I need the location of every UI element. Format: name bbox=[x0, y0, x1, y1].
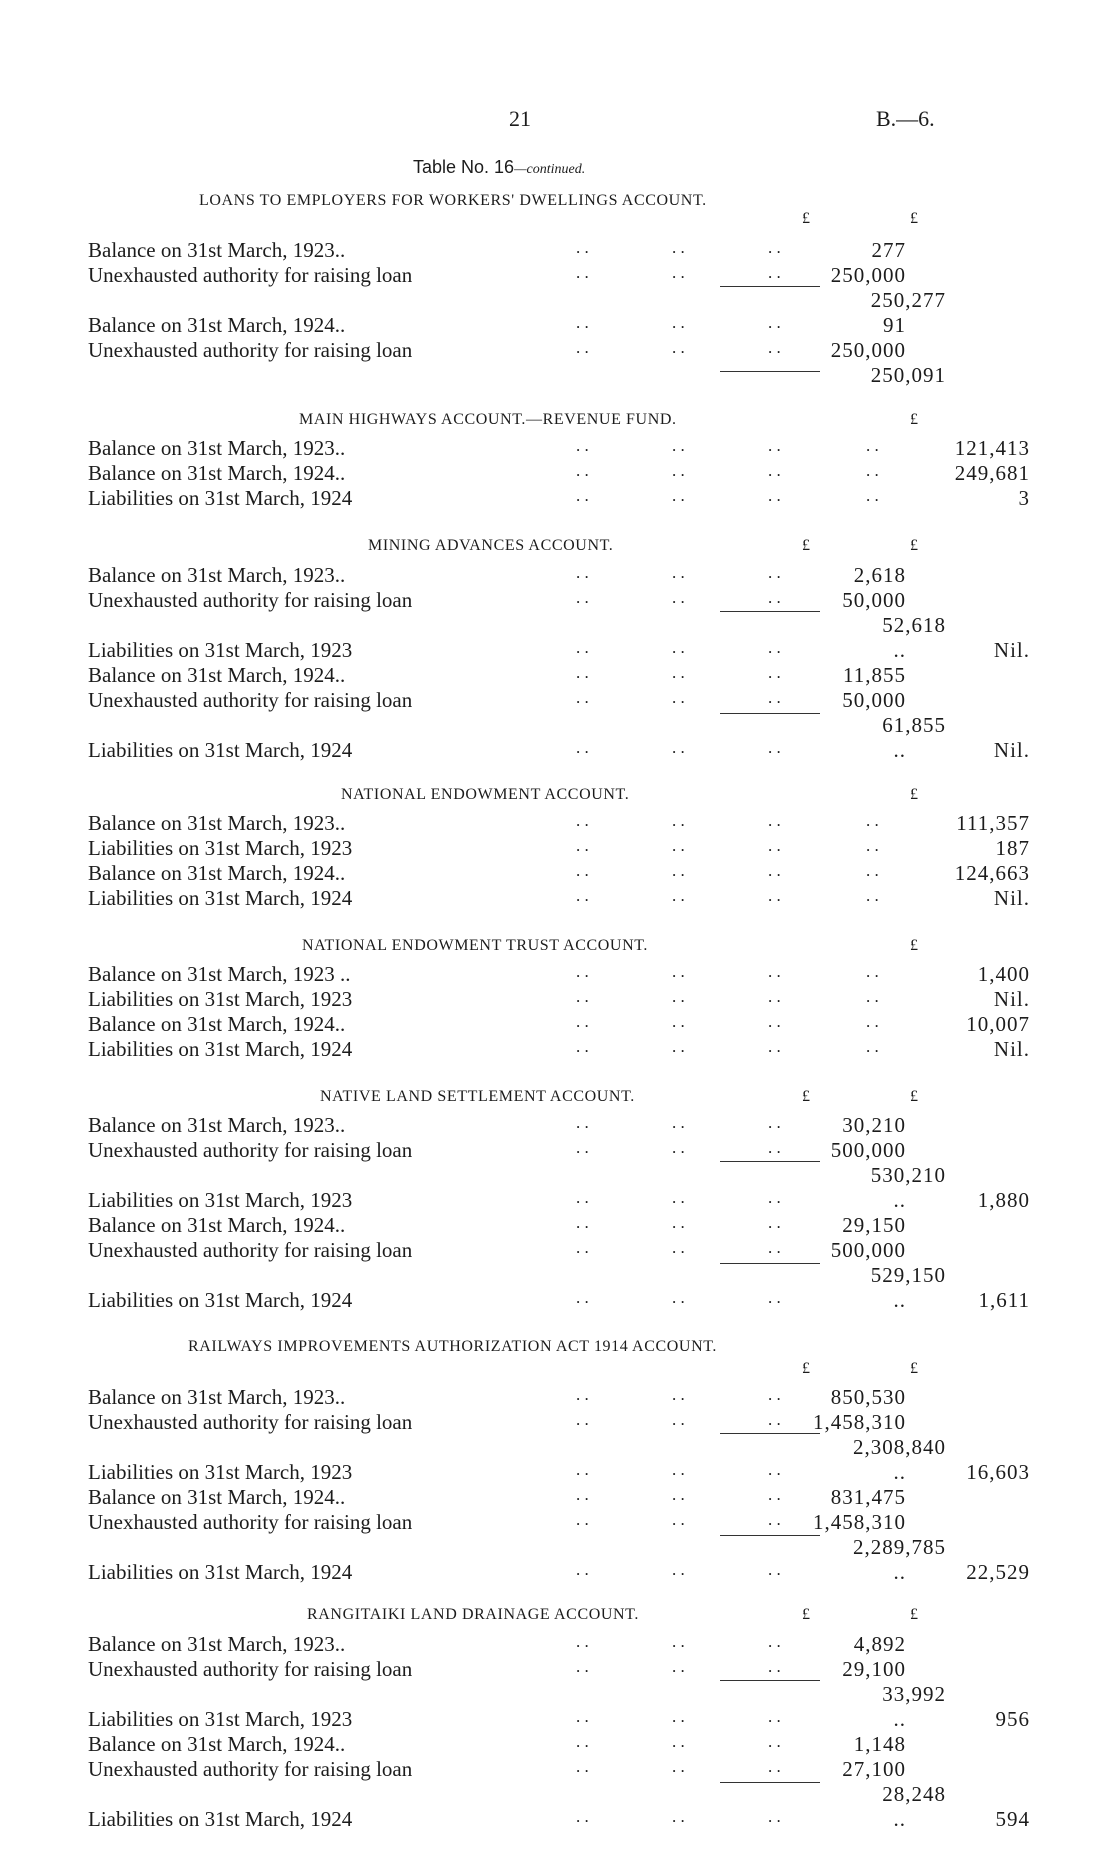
amount-column-1: .. bbox=[893, 1560, 906, 1584]
section-heading: RANGITAIKI LAND DRAINAGE ACCOUNT. bbox=[307, 1606, 639, 1623]
section-heading: NATIVE LAND SETTLEMENT ACCOUNT. bbox=[320, 1088, 635, 1105]
amount-column-1: 2,618 bbox=[853, 563, 906, 587]
pound-unit-label: £ bbox=[910, 210, 918, 227]
pound-unit-label: £ bbox=[910, 411, 918, 428]
table-row: Liabilities on 31st March, 1924 . . . . . . .. Nil. bbox=[88, 738, 1030, 762]
subtotal-rule bbox=[720, 1535, 820, 1536]
table-row: Unexhausted authority for raising loan . . . . . . 250,000 bbox=[88, 338, 906, 362]
amount-column-2: 1,611 bbox=[978, 1288, 1030, 1312]
row-label: Balance on 31st March, 1924.. bbox=[88, 1485, 346, 1509]
row-label: Liabilities on 31st March, 1923 bbox=[88, 1707, 353, 1731]
amount-column-2: 111,357 bbox=[956, 811, 1030, 835]
pound-unit-label: £ bbox=[910, 1606, 918, 1623]
amount-column-2: 10,007 bbox=[966, 1012, 1030, 1036]
subtotal-value: 28,248 bbox=[882, 1782, 946, 1806]
row-label: Unexhausted authority for raising loan bbox=[88, 1410, 413, 1434]
row-label: Liabilities on 31st March, 1923 bbox=[88, 1460, 353, 1484]
section-heading: RAILWAYS IMPROVEMENTS AUTHORIZATION ACT 1914 ACCOUNT. bbox=[188, 1338, 718, 1355]
table-row: Balance on 31st March, 1923.. . . . . . . 850,530 bbox=[88, 1385, 906, 1409]
subtotal-rule bbox=[720, 713, 820, 714]
amount-column-1: 277 bbox=[871, 238, 906, 262]
table-row: Unexhausted authority for raising loan . . . . . . 500,000 bbox=[88, 1238, 906, 1262]
pound-unit-label: £ bbox=[910, 786, 918, 803]
amount-column-2: Nil. bbox=[993, 638, 1030, 662]
table-title-continued: —continued. bbox=[514, 162, 586, 177]
amount-column-1: 29,100 bbox=[842, 1657, 906, 1681]
pound-unit-label: £ bbox=[910, 537, 918, 554]
subtotal-rule bbox=[720, 611, 820, 612]
table-row: Balance on 31st March, 1924.. . . . . . . . . 249,681 bbox=[88, 461, 1030, 485]
table-row: Balance on 31st March, 1924.. . . . . . . . . 10,007 bbox=[88, 1012, 1030, 1036]
amount-column-2: Nil. bbox=[993, 1037, 1030, 1061]
table-row: Balance on 31st March, 1923.. . . . . . . 4,892 bbox=[88, 1632, 906, 1656]
row-label: Balance on 31st March, 1924.. bbox=[88, 461, 346, 485]
amount-column-1: 50,000 bbox=[842, 588, 906, 612]
table-row: Liabilities on 31st March, 1924 . . . . . . .. 1,611 bbox=[88, 1288, 1030, 1312]
amount-column-1: .. bbox=[893, 1707, 906, 1731]
subtotal-rule bbox=[720, 1680, 820, 1681]
amount-column-1: 850,530 bbox=[830, 1385, 906, 1409]
amount-column-2: 3 bbox=[1018, 486, 1030, 510]
subtotal-value: 250,091 bbox=[870, 363, 946, 387]
row-label: Balance on 31st March, 1924.. bbox=[88, 1732, 346, 1756]
amount-column-1: 250,000 bbox=[830, 263, 906, 287]
amount-column-2: 124,663 bbox=[954, 861, 1030, 885]
table-row: Unexhausted authority for raising loan . . . . . . 1,458,310 bbox=[88, 1510, 906, 1534]
row-label: Unexhausted authority for raising loan bbox=[88, 1510, 413, 1534]
pound-unit-label: £ bbox=[910, 1088, 918, 1105]
amount-column-1: .. bbox=[893, 1807, 906, 1831]
amount-column-2: 249,681 bbox=[954, 461, 1030, 485]
table-row: Liabilities on 31st March, 1924 . . . . . . .. 594 bbox=[88, 1807, 1030, 1831]
amount-column-1: 500,000 bbox=[830, 1238, 906, 1262]
table-row: Unexhausted authority for raising loan . . . . . . 500,000 bbox=[88, 1138, 906, 1162]
row-label: Balance on 31st March, 1923 .. bbox=[88, 962, 351, 986]
amount-column-2: 121,413 bbox=[954, 436, 1030, 460]
table-row: Liabilities on 31st March, 1924 . . . . . . . . Nil. bbox=[88, 886, 1030, 910]
amount-column-2: 16,603 bbox=[966, 1460, 1030, 1484]
amount-column-1: .. bbox=[893, 738, 906, 762]
amount-column-1: 831,475 bbox=[830, 1485, 906, 1509]
page-number: 21 bbox=[509, 106, 531, 131]
subtotal-value: 250,277 bbox=[870, 288, 946, 312]
amount-column-1: 4,892 bbox=[853, 1632, 906, 1656]
section-heading: NATIONAL ENDOWMENT ACCOUNT. bbox=[341, 786, 630, 803]
row-label: Unexhausted authority for raising loan bbox=[88, 1238, 413, 1262]
document-code: B.—6. bbox=[876, 106, 935, 131]
pound-unit-label: £ bbox=[910, 1360, 918, 1377]
amount-column-1: .. bbox=[893, 638, 906, 662]
row-label: Liabilities on 31st March, 1923 bbox=[88, 638, 353, 662]
amount-column-2: 594 bbox=[995, 1807, 1030, 1831]
subtotal-value: 2,308,840 bbox=[853, 1435, 946, 1459]
row-label: Balance on 31st March, 1924.. bbox=[88, 1213, 346, 1237]
amount-column-1: 500,000 bbox=[830, 1138, 906, 1162]
table-row: Unexhausted authority for raising loan . . . . . . 50,000 bbox=[88, 688, 906, 712]
pound-unit-label: £ bbox=[802, 1606, 810, 1623]
table-row: Balance on 31st March, 1923.. . . . . . . . . 121,413 bbox=[88, 436, 1030, 460]
amount-column-2: 1,400 bbox=[977, 962, 1030, 986]
row-label: Balance on 31st March, 1923.. bbox=[88, 811, 346, 835]
row-label: Balance on 31st March, 1923.. bbox=[88, 238, 346, 262]
table-row: Balance on 31st March, 1924.. . . . . . . 831,475 bbox=[88, 1485, 906, 1509]
amount-column-1: 1,148 bbox=[853, 1732, 906, 1756]
row-label: Balance on 31st March, 1923.. bbox=[88, 1632, 346, 1656]
table-row: Liabilities on 31st March, 1923 . . . . . . . . Nil. bbox=[88, 987, 1030, 1011]
table-row: Liabilities on 31st March, 1924 . . . . . . . . 3 bbox=[88, 486, 1030, 510]
subtotal-rule bbox=[720, 1161, 820, 1162]
subtotal-value: 530,210 bbox=[870, 1163, 946, 1187]
section-heading: LOANS TO EMPLOYERS FOR WORKERS' DWELLINGS ACCOUNT. bbox=[199, 192, 707, 209]
row-label: Liabilities on 31st March, 1924 bbox=[88, 886, 353, 910]
amount-column-1: 1,458,310 bbox=[813, 1410, 906, 1434]
row-label: Unexhausted authority for raising loan bbox=[88, 263, 413, 287]
row-label: Unexhausted authority for raising loan bbox=[88, 338, 413, 362]
amount-column-1: .. bbox=[893, 1460, 906, 1484]
amount-column-1: 250,000 bbox=[830, 338, 906, 362]
amount-column-1: 1,458,310 bbox=[813, 1510, 906, 1534]
row-label: Liabilities on 31st March, 1923 bbox=[88, 1188, 353, 1212]
pound-unit-label: £ bbox=[802, 537, 810, 554]
row-label: Liabilities on 31st March, 1923 bbox=[88, 987, 353, 1011]
row-label: Balance on 31st March, 1924.. bbox=[88, 1012, 346, 1036]
table-title bbox=[413, 157, 585, 178]
row-label: Balance on 31st March, 1923.. bbox=[88, 563, 346, 587]
table-row: Unexhausted authority for raising loan . . . . . . 29,100 bbox=[88, 1657, 906, 1681]
amount-column-2: Nil. bbox=[993, 886, 1030, 910]
row-label: Balance on 31st March, 1924.. bbox=[88, 663, 346, 687]
pound-unit-label: £ bbox=[802, 1360, 810, 1377]
table-row: Liabilities on 31st March, 1924 . . . . . . .. 22,529 bbox=[88, 1560, 1030, 1584]
subtotal-rule bbox=[720, 371, 820, 372]
row-label: Balance on 31st March, 1923.. bbox=[88, 1385, 346, 1409]
table-row: Balance on 31st March, 1923.. . . . . . . 30,210 bbox=[88, 1113, 906, 1137]
amount-column-1: 11,855 bbox=[843, 663, 906, 687]
subtotal-value: 33,992 bbox=[882, 1682, 946, 1706]
amount-column-1: 30,210 bbox=[842, 1113, 906, 1137]
subtotal-value: 52,618 bbox=[882, 613, 946, 637]
pound-unit-label: £ bbox=[802, 210, 810, 227]
row-label: Balance on 31st March, 1923.. bbox=[88, 1113, 346, 1137]
table-row: Liabilities on 31st March, 1923 . . . . . . .. 956 bbox=[88, 1707, 1030, 1731]
section-heading: NATIONAL ENDOWMENT TRUST ACCOUNT. bbox=[302, 937, 649, 954]
section-heading: MAIN HIGHWAYS ACCOUNT.—REVENUE FUND. bbox=[299, 411, 677, 428]
subtotal-rule bbox=[720, 1263, 820, 1264]
table-row: Balance on 31st March, 1923.. . . . . . . . . 111,357 bbox=[88, 811, 1030, 835]
row-label: Balance on 31st March, 1924.. bbox=[88, 861, 346, 885]
pound-unit-label: £ bbox=[910, 937, 918, 954]
row-label: Balance on 31st March, 1923.. bbox=[88, 436, 346, 460]
table-row: Unexhausted authority for raising loan . . . . . . 50,000 bbox=[88, 588, 906, 612]
table-title-main: Table No. 16 bbox=[413, 157, 515, 177]
amount-column-1: 29,150 bbox=[842, 1213, 906, 1237]
row-label: Liabilities on 31st March, 1924 bbox=[88, 1807, 353, 1831]
amount-column-2: 1,880 bbox=[977, 1188, 1030, 1212]
amount-column-1: .. bbox=[893, 1288, 906, 1312]
amount-column-2: Nil. bbox=[993, 738, 1030, 762]
table-row: Balance on 31st March, 1923.. . . . . . . 2,618 bbox=[88, 563, 906, 587]
amount-column-1: 50,000 bbox=[842, 688, 906, 712]
row-label: Liabilities on 31st March, 1924 bbox=[88, 1560, 353, 1584]
amount-column-1: .. bbox=[893, 1188, 906, 1212]
amount-column-1: 27,100 bbox=[842, 1757, 906, 1781]
row-label: Liabilities on 31st March, 1924 bbox=[88, 486, 353, 510]
row-label: Unexhausted authority for raising loan bbox=[88, 688, 413, 712]
amount-column-2: 22,529 bbox=[966, 1560, 1030, 1584]
subtotal-rule bbox=[720, 286, 820, 287]
amount-column-1: 91 bbox=[883, 313, 906, 337]
amount-column-2: 187 bbox=[995, 836, 1030, 860]
table-row: Balance on 31st March, 1923 .. . . . . . . . . 1,400 bbox=[88, 962, 1030, 986]
subtotal-rule bbox=[720, 1433, 820, 1434]
amount-column-2: Nil. bbox=[993, 987, 1030, 1011]
table-row: Balance on 31st March, 1924.. . . . . . . 91 bbox=[88, 313, 906, 337]
table-row: Liabilities on 31st March, 1923 . . . . . . .. 1,880 bbox=[88, 1188, 1030, 1212]
subtotal-value: 2,289,785 bbox=[853, 1535, 946, 1559]
table-row: Unexhausted authority for raising loan . . . . . . 1,458,310 bbox=[88, 1410, 906, 1434]
table-row: Liabilities on 31st March, 1923 . . . . . . .. 16,603 bbox=[88, 1460, 1030, 1484]
pound-unit-label: £ bbox=[802, 1088, 810, 1105]
table-row: Unexhausted authority for raising loan . . . . . . 250,000 bbox=[88, 263, 906, 287]
table-row: Balance on 31st March, 1924.. . . . . . . 11,855 bbox=[88, 663, 906, 687]
row-label: Unexhausted authority for raising loan bbox=[88, 1657, 413, 1681]
table-row: Balance on 31st March, 1924.. . . . . . . 29,150 bbox=[88, 1213, 906, 1237]
row-label: Liabilities on 31st March, 1924 bbox=[88, 738, 353, 762]
table-row: Liabilities on 31st March, 1923 . . . . . . .. Nil. bbox=[88, 638, 1030, 662]
row-label: Liabilities on 31st March, 1924 bbox=[88, 1037, 353, 1061]
table-row: Balance on 31st March, 1924.. . . . . . . 1,148 bbox=[88, 1732, 906, 1756]
row-label: Balance on 31st March, 1924.. bbox=[88, 313, 346, 337]
row-label: Unexhausted authority for raising loan bbox=[88, 588, 413, 612]
row-label: Unexhausted authority for raising loan bbox=[88, 1757, 413, 1781]
amount-column-2: 956 bbox=[995, 1707, 1030, 1731]
row-label: Liabilities on 31st March, 1923 bbox=[88, 836, 353, 860]
subtotal-value: 529,150 bbox=[870, 1263, 946, 1287]
section-heading: MINING ADVANCES ACCOUNT. bbox=[368, 537, 614, 554]
row-label: Unexhausted authority for raising loan bbox=[88, 1138, 413, 1162]
subtotal-rule bbox=[720, 1782, 820, 1783]
table-row: Liabilities on 31st March, 1924 . . . . . . . . Nil. bbox=[88, 1037, 1030, 1061]
table-row: Liabilities on 31st March, 1923 . . . . . . . . 187 bbox=[88, 836, 1030, 860]
table-row: Balance on 31st March, 1924.. . . . . . . . . 124,663 bbox=[88, 861, 1030, 885]
table-row: Unexhausted authority for raising loan . . . . . . 27,100 bbox=[88, 1757, 906, 1781]
table-row: Balance on 31st March, 1923.. . . . . . . 277 bbox=[88, 238, 906, 262]
row-label: Liabilities on 31st March, 1924 bbox=[88, 1288, 353, 1312]
subtotal-value: 61,855 bbox=[882, 713, 946, 737]
